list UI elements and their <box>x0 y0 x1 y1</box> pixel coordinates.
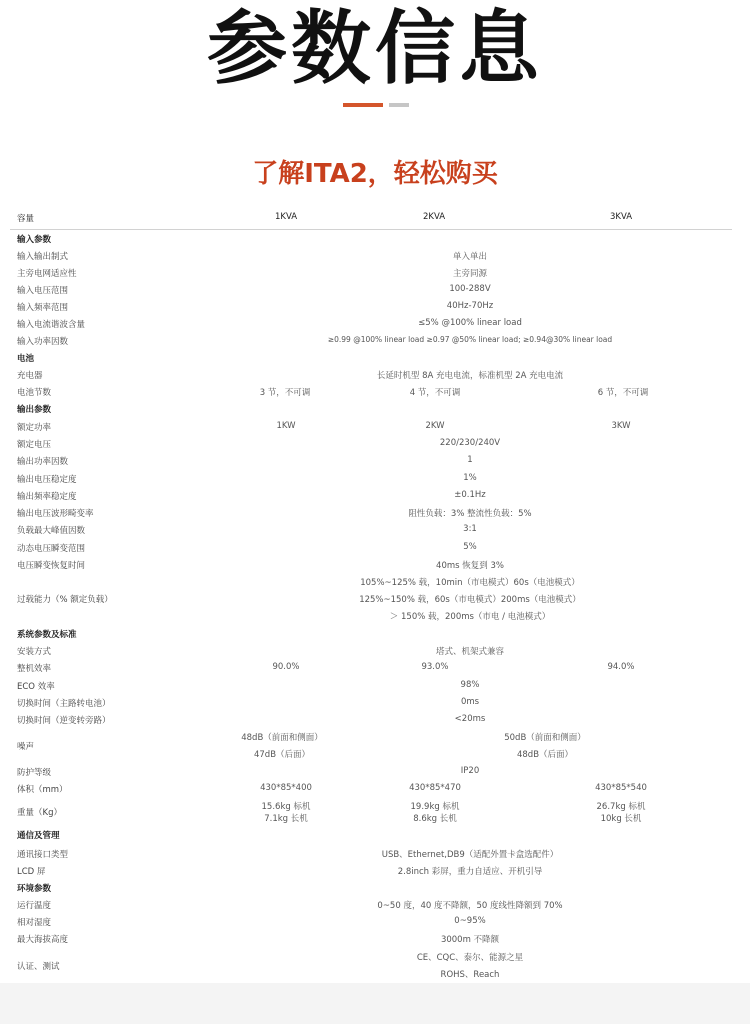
row-value: 220/230/240V <box>439 438 501 448</box>
row-label: LCD 屏 <box>17 867 46 877</box>
row-value-1kva: 430*85*400 <box>260 783 312 793</box>
page-title: 参数信息 <box>207 2 543 95</box>
row-value-2kva: 4 节，不可调 <box>409 388 461 398</box>
row-value: 长延时机型 8A 充电电流，标准机型 2A 充电电流 <box>376 371 564 381</box>
section-system-title: 系统参数及标准 <box>17 630 77 640</box>
row-label: 相对湿度 <box>17 918 52 928</box>
row-label: 输入电流谐波含量 <box>17 320 86 330</box>
row-label: 输入输出制式 <box>17 252 69 262</box>
section-env-title: 环境参数 <box>17 884 52 894</box>
row-value-2-3kva: 50dB（前面和侧面） <box>504 733 586 743</box>
row-value: 40Hz-70Hz <box>446 301 494 311</box>
row-value-1kva: 47dB（后面） <box>253 750 311 760</box>
table-header <box>0 206 750 230</box>
row-value-3kva: 26.7kg 标机 <box>596 802 646 812</box>
row-label: 输出频率稳定度 <box>17 492 77 502</box>
row-label: 运行温度 <box>17 901 52 911</box>
row-value-line: ROHS、Reach <box>440 970 500 980</box>
row-value: 1% <box>463 473 477 483</box>
header-1kva: 1KVA <box>275 212 298 222</box>
row-label: 最大海拔高度 <box>17 935 69 945</box>
row-label: 充电器 <box>17 371 43 381</box>
row-value: 1 <box>467 455 473 465</box>
section-comm-title: 通信及管理 <box>17 831 60 841</box>
row-label: 额定功率 <box>17 423 52 433</box>
row-value-2-3kva: 48dB（后面） <box>516 750 574 760</box>
row-value: ±0.1Hz <box>454 490 486 500</box>
section-output-title: 输出参数 <box>17 405 52 415</box>
row-label: 过载能力（% 额定负载） <box>17 595 113 605</box>
row-value: 5% <box>463 542 477 552</box>
row-value: USB、Ethernet,DB9（适配外置卡盒选配件） <box>381 850 559 860</box>
row-label: 负载最大峰值因数 <box>17 526 86 536</box>
row-value-3kva: 6 节，不可调 <box>597 388 649 398</box>
divider <box>10 229 732 230</box>
row-value-2kva: 19.9kg 标机 <box>410 802 460 812</box>
row-value-2kva: 8.6kg 长机 <box>413 814 457 824</box>
row-label: 体积（mm） <box>17 785 68 795</box>
row-label: 噪声 <box>17 742 35 752</box>
row-value: 98% <box>460 680 480 690</box>
title-underline-secondary <box>389 103 409 107</box>
row-label: 防护等级 <box>17 768 52 778</box>
page-subtitle: 了解ITA2，轻松购买 <box>252 159 498 189</box>
row-label: 电池节数 <box>17 388 52 398</box>
row-value-1kva: 7.1kg 长机 <box>264 814 308 824</box>
row-value-2kva: 2KW <box>425 421 445 431</box>
row-value: 2.8inch 彩屏，重力自适应、开机引导 <box>397 867 543 877</box>
row-value: ≥0.99 @100% linear load ≥0.97 @50% linear load; ≥0.94@30% linear load <box>327 335 613 344</box>
row-label: 输入功率因数 <box>17 337 69 347</box>
row-value: 单入单出 <box>452 252 488 262</box>
row-label: 输入频率范围 <box>17 303 69 313</box>
row-value-1kva: 48dB（前面和侧面） <box>241 733 323 743</box>
row-value: 0~50 度，40 度不降额，50 度线性降额到 70% <box>377 901 563 911</box>
title-underline-accent <box>343 103 383 107</box>
row-value: IP20 <box>460 766 480 776</box>
row-value-3kva: 430*85*540 <box>595 783 647 793</box>
row-value: 3000m 不降额 <box>440 935 500 945</box>
row-label: ECO 效率 <box>17 682 55 692</box>
row-value-3kva: 94.0% <box>607 662 635 672</box>
row-label: 输出电压稳定度 <box>17 475 77 485</box>
row-value-3kva: 10kg 长机 <box>600 814 642 824</box>
row-label: 整机效率 <box>17 664 52 674</box>
row-value-2kva: 93.0% <box>421 662 449 672</box>
row-label: 重量（Kg） <box>17 808 62 818</box>
row-label: 切换时间（逆变转旁路） <box>17 716 111 726</box>
row-value: 塔式、机架式兼容 <box>435 647 505 657</box>
row-value-1kva: 90.0% <box>272 662 300 672</box>
row-value: 0~95% <box>454 916 486 926</box>
row-label: 动态电压瞬变范围 <box>17 544 86 554</box>
section-input-title: 输入参数 <box>17 235 52 245</box>
row-label: 通讯接口类型 <box>17 850 69 860</box>
row-value: 0ms <box>460 697 480 707</box>
row-label: 安装方式 <box>17 647 52 657</box>
bottom-margin <box>0 983 750 1024</box>
row-label: 输入电压范围 <box>17 286 69 296</box>
row-label: 输出电压波形畸变率 <box>17 509 94 519</box>
header-3kva: 3KVA <box>610 212 633 222</box>
row-value: <20ms <box>454 714 486 724</box>
row-value-3kva: 3KW <box>611 421 631 431</box>
row-value: 100-288V <box>449 284 491 294</box>
header-2kva: 2KVA <box>423 212 446 222</box>
row-label: 主旁电网适应性 <box>17 269 77 279</box>
row-value: 主旁同源 <box>452 269 488 279</box>
row-value-1kva: 1KW <box>276 421 296 431</box>
row-value-line: 125%~150% 载，60s（市电模式）200ms（电池模式） <box>359 595 581 605</box>
row-value: ≤5% @100% linear load <box>418 318 522 328</box>
row-value-line: 105%~125% 载，10min（市电模式）60s（电池模式） <box>360 578 580 588</box>
section-battery-title: 电池 <box>17 354 35 364</box>
row-value-1kva: 3 节，不可调 <box>259 388 311 398</box>
row-label: 电压瞬变恢复时间 <box>17 561 86 571</box>
row-value-2kva: 430*85*470 <box>409 783 461 793</box>
row-value-line: ＞ 150% 载，200ms（市电 / 电池模式） <box>389 612 551 622</box>
row-value: 40ms 恢复到 3% <box>436 561 504 571</box>
row-label: 额定电压 <box>17 440 52 450</box>
row-value-line: CE、CQC、泰尔、能源之星 <box>416 953 524 963</box>
row-value: 3:1 <box>463 524 477 534</box>
header-capacity: 容量 <box>17 214 35 224</box>
row-value-1kva: 15.6kg 标机 <box>261 802 311 812</box>
row-label: 切换时间（主路转电池） <box>17 699 111 709</box>
row-value: 阻性负载：3% 整流性负载：5% <box>408 509 532 519</box>
row-label: 认证、测试 <box>17 962 60 972</box>
row-label: 输出功率因数 <box>17 457 69 467</box>
